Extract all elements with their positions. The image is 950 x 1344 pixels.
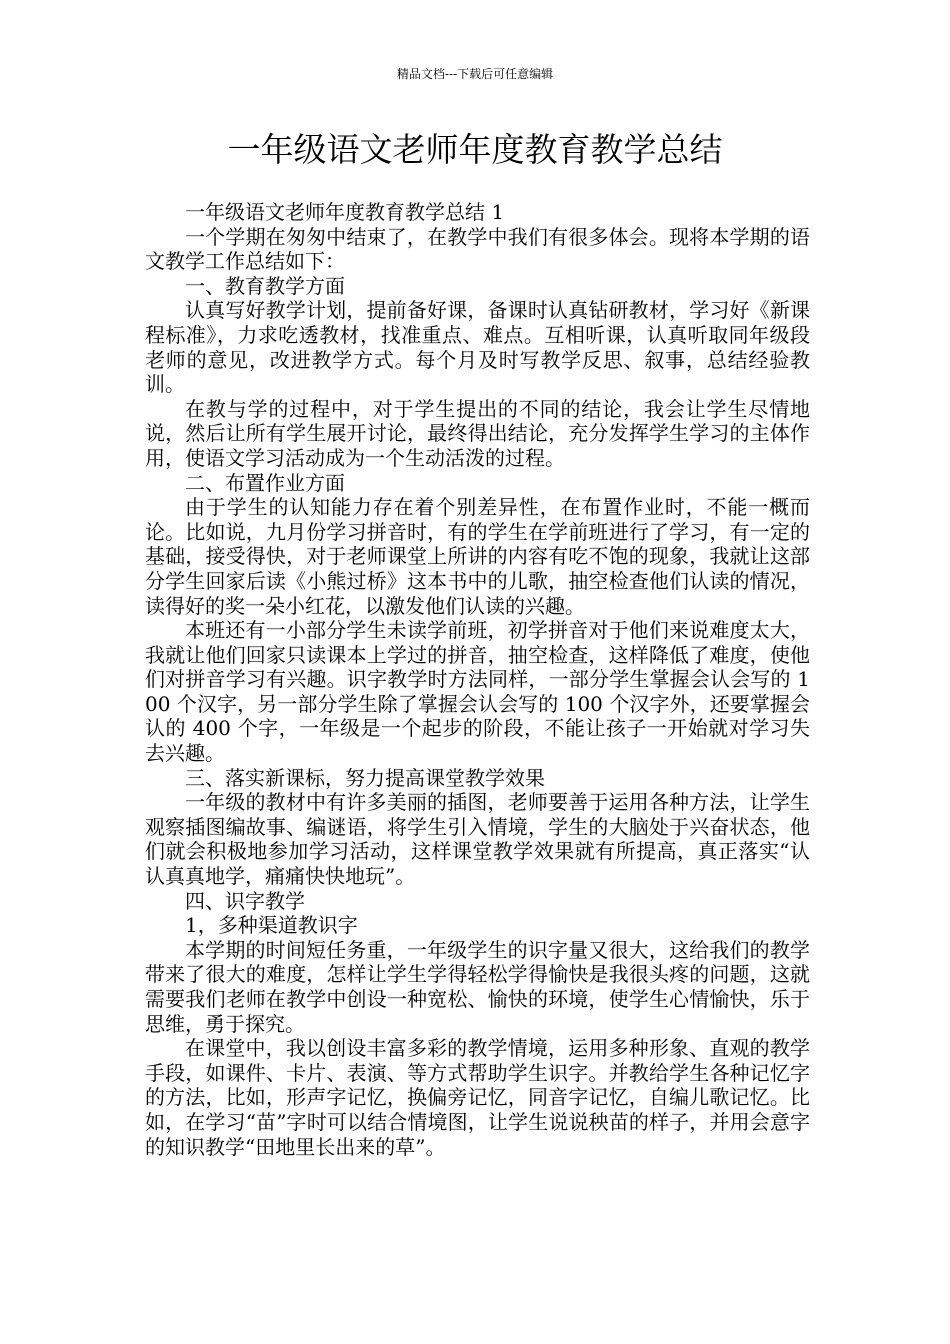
document-title: 一年级语文老师年度教育教学总结 <box>227 130 723 169</box>
paragraph: 本班还有一小部分学生未读学前班，初学拼音对于他们来说难度太大，我就让他们回家只读课本上学过的拼音，抽空检查，这样降低了难度，使他们对拼音学习有兴趣。识字教学时方法同样，一部分学生掌握会认会写的 100 个汉字，另一部分学生除了掌握会认会写的 100 个汉字外，还要掌握会认的 400 个字，一年级是一个起步的阶段，不能让孩子一开始就对学习失去兴趣。 <box>145 618 810 766</box>
section-heading-3: 三、落实新课标，努力提高课堂教学效果 <box>185 765 545 790</box>
header-note: 精品文档---下载后可任意编辑 <box>396 67 554 81</box>
document-body <box>145 200 810 1159</box>
paragraph: 在教与学的过程中，对于学生提出的不同的结论，我会让学生尽情地说，然后让所有学生展开讨论，最终得出结论，充分发挥学生学习的主体作用，使语文学习活动成为一个生动活泼的过程。 <box>145 396 810 470</box>
section-heading-2: 二、布置作业方面 <box>185 470 345 495</box>
paragraph-intro: 一个学期在匆匆中结束了，在教学中我们有很多体会。现将本学期的语文教学工作总结如下： <box>145 224 810 274</box>
paragraph: 本学期的时间短任务重，一年级学生的识字量又很大，这给我们的教学带来了很大的难度，怎样让学生学得轻松学得愉快是我很头疼的问题，这就需要我们老师在教学中创设一种宽松、愉快的环境，使学生心情愉快，乐于思维，勇于探究。 <box>145 937 810 1036</box>
section-heading-4: 四、识字教学 <box>185 888 305 913</box>
section-heading-1: 一、教育教学方面 <box>185 273 345 298</box>
paragraph-subtitle: 一年级语文老师年度教育教学总结 1 <box>185 200 505 224</box>
paragraph: 认真写好教学计划，提前备好课，备课时认真钻研教材，学习好《新课程标准》，力求吃透教材，找准重点、难点。互相听课，认真听取同年级段老师的意见，改进教学方式。每个月及时写教学反思、叙事，总结经验教训。 <box>145 298 810 397</box>
paragraph: 在课堂中，我以创设丰富多彩的教学情境，运用多种形象、直观的教学手段，如课件、卡片、表演、等方式帮助学生识字。并教给学生各种记忆字的方法，比如，形声字记忆，换偏旁记忆，同音字记忆，自编儿歌记忆。比如，在学习“苗”字时可以结合情境图，让学生说说秧苗的样子，并用会意字的知识教学“田地里长出来的草”。 <box>145 1036 810 1159</box>
paragraph: 一年级的教材中有许多美丽的插图，老师要善于运用各种方法，让学生观察插图编故事、编谜语，将学生引入情境，学生的大脑处于兴奋状态，他们就会积极地参加学习活动，这样课堂教学效果就有所提高，真正落实“认认真真地学，痛痛快快地玩”。 <box>145 790 810 889</box>
subsection-heading: 1，多种渠道教识字 <box>185 913 358 938</box>
paragraph: 由于学生的认知能力存在着个别差异性，在布置作业时，不能一概而论。比如说，九月份学习拼音时，有的学生在学前班进行了学习，有一定的基础，接受得快，对于老师课堂上所讲的内容有吃不饱的现象，我就让这部分学生回家后读《小熊过桥》这本书中的儿歌，抽空检查他们认读的情况，读得好的奖一朵小红花，以激发他们认读的兴趣。 <box>145 495 810 618</box>
